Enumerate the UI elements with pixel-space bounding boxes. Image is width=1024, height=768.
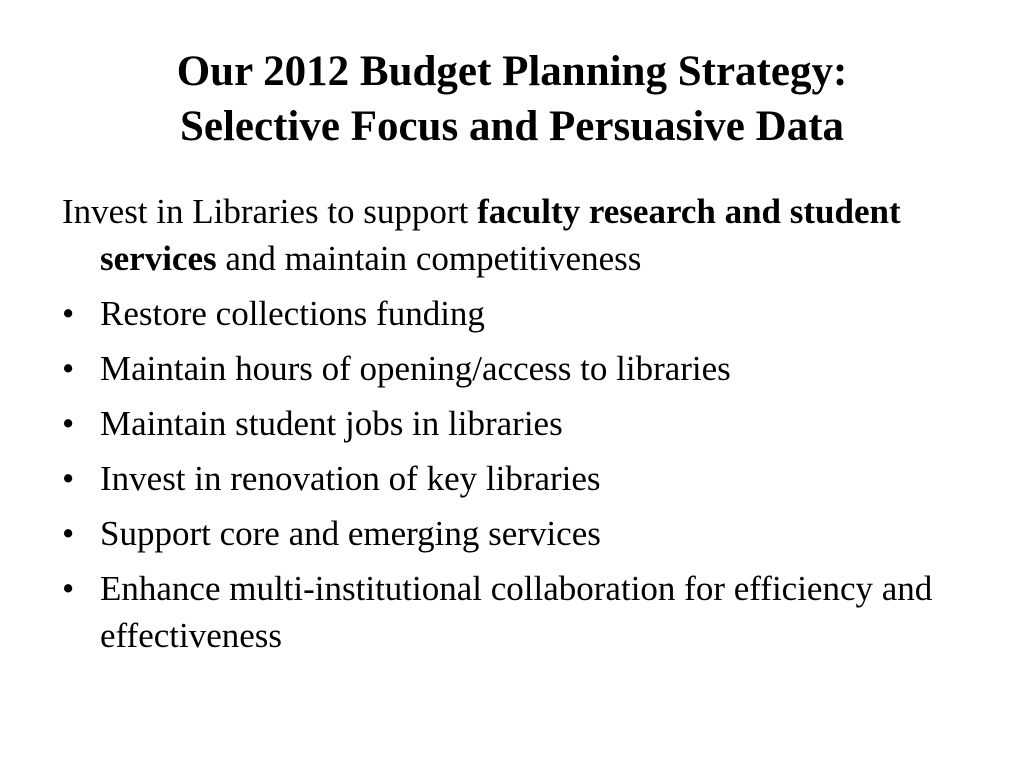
bullet-item xyxy=(62,510,992,557)
bullet-dot-icon: • xyxy=(62,459,75,498)
bullet-dot-icon: • xyxy=(62,569,75,608)
bullet-item xyxy=(62,345,992,392)
bullet-text: Restore collections funding xyxy=(100,294,485,333)
bullet-text: Maintain hours of opening/access to libraries xyxy=(100,349,731,388)
intro-paragraph xyxy=(62,188,992,282)
intro-text-end: and maintain competitiveness xyxy=(216,239,642,278)
bullet-item xyxy=(62,290,992,337)
bullet-text: Enhance multi-institutional collaboration for efficiency and effectiveness xyxy=(100,569,933,655)
slide-title xyxy=(60,44,964,154)
bullet-dot-icon: • xyxy=(62,404,75,443)
bullet-list xyxy=(62,290,992,659)
bullet-text: Invest in renovation of key libraries xyxy=(100,459,601,498)
bullet-item xyxy=(62,400,992,447)
slide-title-line-2: Selective Focus and Persuasive Data xyxy=(179,103,845,150)
bullet-text: Maintain student jobs in libraries xyxy=(100,404,563,443)
bullet-dot-icon: • xyxy=(62,349,75,388)
bullet-item xyxy=(62,565,992,659)
slide-title-line-1: Our 2012 Budget Planning Strategy: xyxy=(176,48,848,95)
bullet-dot-icon: • xyxy=(62,514,75,553)
intro-text-start: Invest in Libraries to support xyxy=(62,192,478,231)
bullet-text: Support core and emerging services xyxy=(100,514,601,553)
intro-text-bold: faculty research and student services xyxy=(100,192,901,278)
bullet-dot-icon: • xyxy=(62,294,75,333)
bullet-item xyxy=(62,455,992,502)
slide-body xyxy=(62,188,992,667)
